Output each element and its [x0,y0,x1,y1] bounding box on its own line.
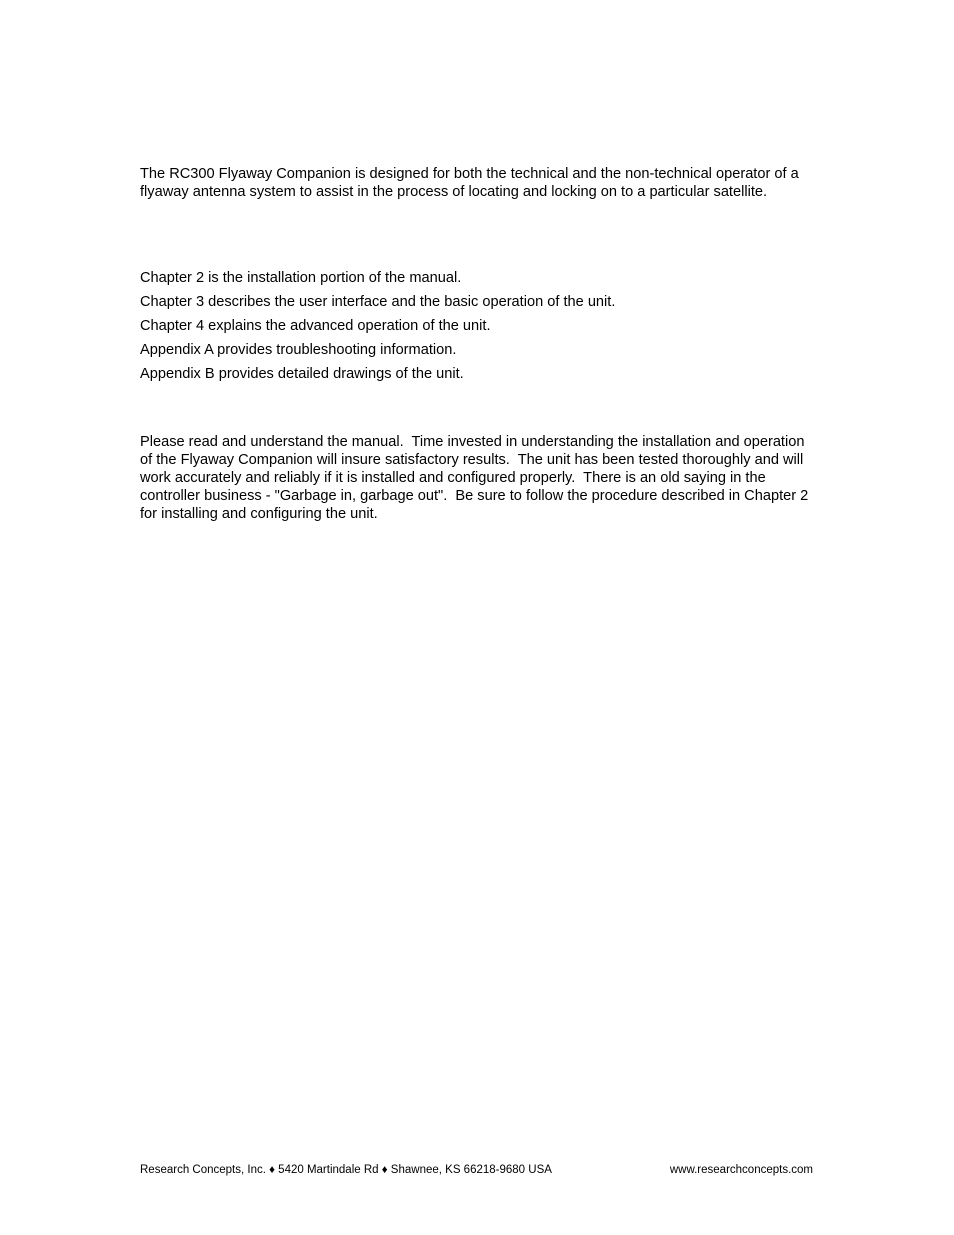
chapter-list [140,269,820,389]
footer-website-link[interactable]: www.researchconcepts.com [669,1164,813,1176]
footer-address: Research Concepts, Inc. ♦ 5420 Martindale Rd ♦ Shawnee, KS 66218-9680 USA [140,1164,552,1176]
list-item: Chapter 2 is the installation portion of the manual. [140,270,462,286]
list-item: Appendix A provides troubleshooting information. [140,342,457,358]
list-item: Chapter 3 describes the user interface and the basic operation of the unit. [140,294,616,310]
intro-paragraph: The RC300 Flyaway Companion is designed for both the technical and the non-technical operator of a flyaway antenna system to assist in the process of locating and locking on to a particular satellite. [140,166,799,200]
list-item: Appendix B provides detailed drawings of the unit. [140,366,464,382]
closing-paragraph: Please read and understand the manual. Time invested in understanding the installation and operation of the Flyaway Companion will insure satisfactory results. The unit has been tested thoroughly and will work accurately and reliably if it is installed and configured properly. There is an old saying in the controller business - "Garbage in, garbage out". Be sure to follow the procedure described in Chapter 2 for installing and configuring the unit. [140,434,813,522]
list-item: Chapter 4 explains the advanced operation of the unit. [140,318,491,334]
